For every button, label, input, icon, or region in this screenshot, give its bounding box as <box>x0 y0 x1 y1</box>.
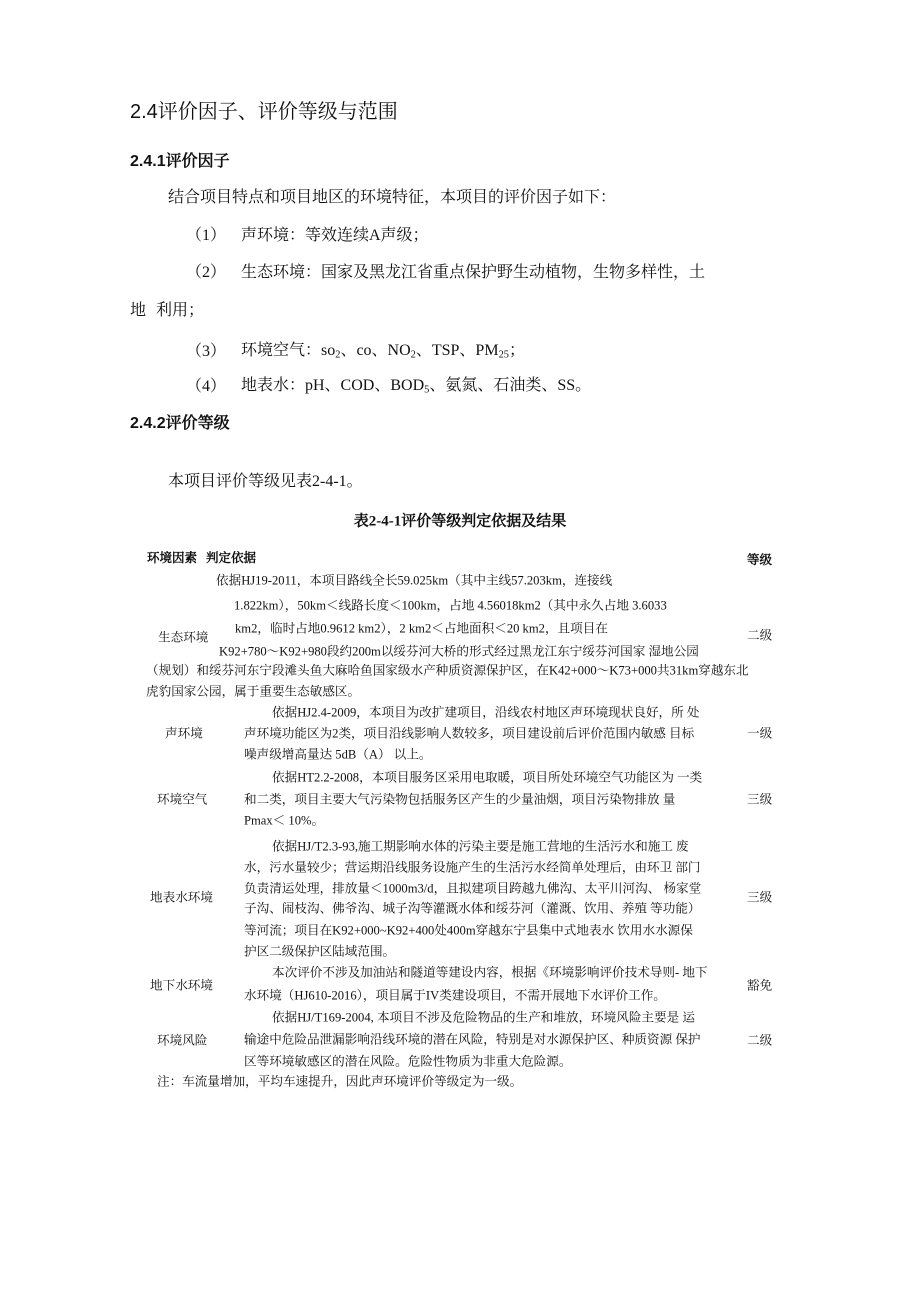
text-run: 、氨氮、石油类、SS。 <box>429 377 592 394</box>
level-cell: 二级 <box>747 1033 773 1048</box>
item-text: 生态环境：国家及黑龙江省重点保护野生动植物，生物多样性，土 <box>241 264 706 281</box>
item-number: （1） <box>186 227 227 244</box>
item-text <box>241 378 591 396</box>
table-caption: 表2-4-1评价等级判定依据及结果 <box>353 513 567 530</box>
basis-line: 依据HJ/T2.3-93,施工期影响水体的污染主要是施工营地的生活污水和施工 废 <box>272 839 689 854</box>
factor-cell: 环境空气 <box>157 792 208 807</box>
basis-line: 虎豹国家公园，属于重要生态敏感区。 <box>146 684 361 699</box>
item-number: （3） <box>186 343 227 360</box>
paragraph: 结合项目特点和项目地区的环境特征，本项目的评价因子如下： <box>168 189 617 206</box>
factor-cell: 地表水环境 <box>150 890 213 905</box>
table-note: 注：车流量增加，平均车速提升，因此声环境评价等级定为一级。 <box>157 1074 523 1089</box>
basis-line: 水环境（HJ610-2016），项目属于IV类建设项目，不需开展地下水评价工作。 <box>244 988 666 1003</box>
factor-cell: 声环境 <box>165 726 203 741</box>
basis-line: 本次评价不涉及加油站和隧道等建设内容，根据《环境影响评价技术导则- 地下 <box>272 965 708 980</box>
basis-line: 和二类，项目主要大气污染物包括服务区产生的少量油烟，项目污染物排放 量 <box>244 792 676 807</box>
subscript: 25 <box>498 349 509 361</box>
basis-line: 依据HJ2.4-2009，本项目为改扩建项目，沿线农村地区声环境现状良好，所 处 <box>272 705 700 720</box>
subscript: 2 <box>410 349 416 361</box>
basis-line: K92+780～K92+980段约200m以绥芬河大桥的形式经过黑龙江东宁绥芬河国家 湿地公园 <box>219 644 699 659</box>
basis-line: 依据HT2.2-2008，本项目服务区采用电取暖，项目所处环境空气功能区为 一类 <box>272 770 703 785</box>
basis-line: km2，临时占地0.9612 km2），2 km2＜占地面积＜20 km2，且项目在 <box>235 621 608 636</box>
item-number: （2） <box>186 264 227 281</box>
basis-line: 区等环境敏感区的潜在风险。危险性物质为非重大危险源。 <box>244 1054 572 1069</box>
text-run: ； <box>508 342 525 359</box>
basis-line: 负责清运处理，排放量＜1000m3/d，且拟建项目跨越九佛沟、太平川河沟、 杨家堂 <box>244 881 702 896</box>
item-number: （4） <box>186 378 227 395</box>
basis-line: 等河流；项目在K92+000~K92+400处400m穿越东宁县集中式地表水 饮用水水源保 <box>244 923 693 938</box>
basis-line: 输途中危险品泄漏影响沿线环境的潜在风险，特别是对水源保护区、种质资源 保护 <box>244 1032 701 1047</box>
level-cell: 一级 <box>747 726 773 741</box>
basis-line: （规划）和绥芬河东宁段滩头鱼大麻哈鱼国家级水产种质资源保护区，在K42+000～K73+000共31km穿越东北 <box>146 663 749 678</box>
text-run: 、TSP、PM <box>415 342 499 359</box>
subsection-title: 2.4.2评价等级 <box>130 415 230 432</box>
header-basis: 判定依据 <box>206 550 257 565</box>
basis-line: 依据HJ19-2011，本项目路线全长59.025km（其中主线57.203km，连接线 <box>216 573 613 588</box>
item-text <box>241 343 525 361</box>
basis-line: 子沟、闹枝沟、佛爷沟、城子沟等灌溉水体和绥芬河（灌溉、饮用、养殖 等功能） <box>244 901 701 916</box>
factor-cell: 地下水环境 <box>150 978 213 993</box>
subscript: 5 <box>424 384 430 396</box>
section-heading: 2.4评价因子、评价等级与范围 <box>130 101 398 123</box>
text-run: 地表水：pH、COD、BOD <box>241 377 425 394</box>
basis-line: 依据HJ/T169-2004, 本项目不涉及危险物品的生产和堆放，环境风险主要是 运 <box>272 1010 695 1025</box>
basis-line: Pmax＜ 10%。 <box>244 813 325 828</box>
paragraph: 本项目评价等级见表2-4-1。 <box>168 473 363 490</box>
item-text: 声环境：等效连续A声级； <box>241 227 429 244</box>
basis-line: 水，污水量较少；营运期沿线服务设施产生的生活污水经简单处理后，由环卫 部门 <box>244 860 701 875</box>
header-factor: 环境因素 <box>147 550 198 565</box>
level-cell: 三级 <box>747 792 773 807</box>
subsection-title: 2.4.1评价因子 <box>130 153 230 170</box>
level-cell: 二级 <box>747 628 773 643</box>
item-text-continued: 地 利用； <box>130 302 205 319</box>
factor-cell: 环境风险 <box>157 1033 208 1048</box>
level-cell: 豁免 <box>747 978 773 993</box>
basis-line: 噪声级增高量达 5dB（A） 以上。 <box>244 747 432 762</box>
basis-line: 护区二级保护区陆域范围。 <box>244 944 396 959</box>
basis-line: 1.822km），50km＜线路长度＜100km，占地 4.56018km2（其中永久占地 3.6033 <box>234 598 667 613</box>
text-run: 、co、NO <box>340 342 411 359</box>
text-run: 环境空气：so <box>241 342 336 359</box>
header-level: 等级 <box>747 552 773 567</box>
level-cell: 三级 <box>747 890 773 905</box>
subscript: 2 <box>335 349 341 361</box>
factor-cell: 生态环境 <box>158 630 209 645</box>
basis-line: 声环境功能区为2类，项目沿线影响人数较多，项目建设前后评价范围内敏感 目标 <box>244 726 695 741</box>
